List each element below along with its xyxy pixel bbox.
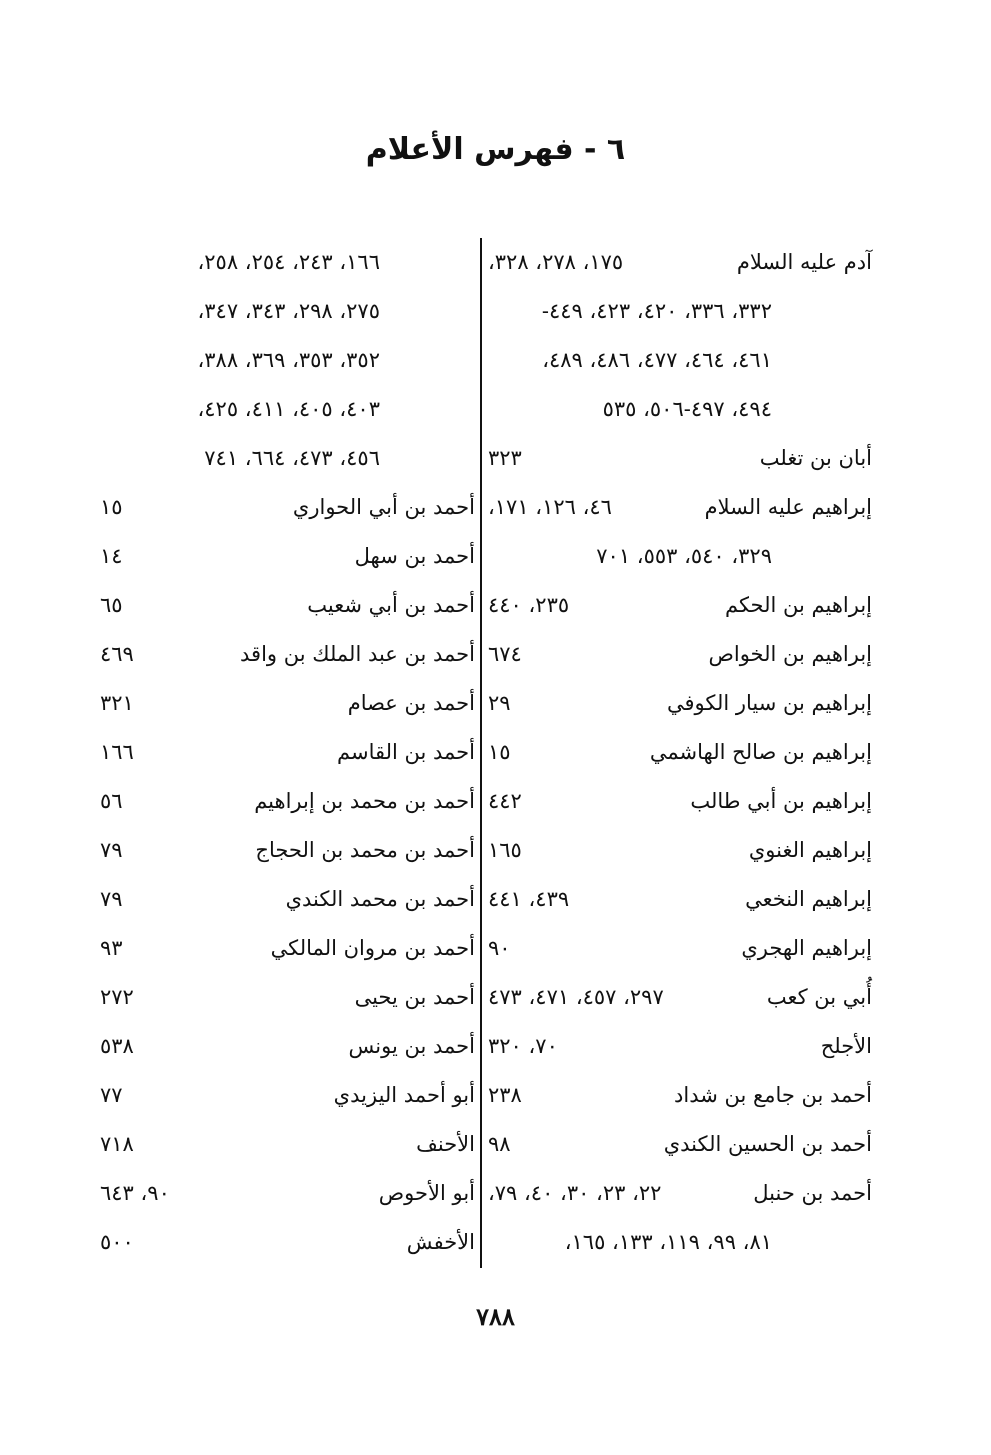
entry-pages: ٣٢٩، ٥٤٠، ٥٥٣، ٧٠١: [596, 544, 772, 568]
index-entry: [80, 777, 475, 826]
entry-name: أحمد بن محمد بن إبراهيم: [254, 789, 475, 813]
index-entry: [80, 630, 475, 679]
index-entry: [488, 581, 872, 630]
index-entry: [488, 1071, 872, 1120]
entry-name: الأحنف: [416, 1132, 475, 1156]
entry-name: إبراهيم بن الخواص: [708, 642, 872, 666]
entry-pages: ٥٦: [100, 789, 123, 813]
entry-pages: ٤٤٢: [488, 789, 522, 813]
entry-name: أحمد بن مروان المالكي: [270, 936, 475, 960]
entry-pages: ١٦٦: [100, 740, 134, 764]
index-entry: [80, 581, 475, 630]
index-entry: [80, 924, 475, 973]
entry-pages: ٩٠: [488, 936, 511, 960]
entry-name: إبراهيم عليه السلام: [704, 495, 872, 519]
entry-name: إبراهيم بن أبي طالب: [690, 789, 872, 813]
entry-name: أحمد بن عصام: [347, 691, 475, 715]
entry-name: أحمد بن أبي شعيب: [307, 593, 475, 617]
entry-name: أحمد بن يحيى: [354, 985, 475, 1009]
index-entry: [80, 1120, 475, 1169]
page-number: ٧٨٨: [476, 1302, 515, 1331]
index-entry: [488, 238, 872, 287]
entry-name: أبو الأحوص: [378, 1181, 475, 1205]
index-entry: [80, 434, 475, 483]
entry-pages: ١٥: [100, 495, 123, 519]
index-entry: [488, 826, 872, 875]
index-entry: [488, 1120, 872, 1169]
index-entry: [80, 728, 475, 777]
entry-pages: ٢٣٥، ٤٤٠: [488, 593, 570, 617]
index-entry: [488, 973, 872, 1022]
entry-pages: ٩٣: [100, 936, 123, 960]
index-entry: [80, 679, 475, 728]
index-entry: [488, 875, 872, 924]
entry-pages: ٤٥٦، ٤٧٣، ٦٦٤، ٧٤١: [204, 446, 380, 470]
entry-pages: ٣٢٣: [488, 446, 522, 470]
entry-pages: ٧٧: [100, 1083, 123, 1107]
entry-pages: ٥٠٠: [100, 1230, 134, 1254]
entry-pages: ٧٩: [100, 887, 123, 911]
entry-name: إبراهيم الهجري: [741, 936, 872, 960]
entry-pages: ٢٧٥، ٢٩٨، ٣٤٣، ٣٤٧،: [197, 299, 380, 323]
index-entry: [488, 777, 872, 826]
index-entry: [488, 336, 872, 385]
entry-name: أحمد بن محمد الكندي: [285, 887, 475, 911]
page-title: ٦ - فهرس الأعلام: [365, 132, 626, 167]
entry-pages: ١٦٥: [488, 838, 522, 862]
entry-name: أحمد بن أبي الحواري: [292, 495, 475, 519]
entry-pages: ٤٦١، ٤٦٤، ٤٧٧، ٤٨٦، ٤٨٩،: [542, 348, 772, 372]
entry-pages: ٢٧٢: [100, 985, 134, 1009]
entry-name: أبو أحمد اليزيدي: [333, 1083, 475, 1107]
entry-name: إبراهيم بن صالح الهاشمي: [649, 740, 872, 764]
index-entry: [488, 1218, 872, 1267]
column-divider: [480, 238, 482, 1268]
index-entry: [488, 924, 872, 973]
entry-name: أحمد بن حنبل: [753, 1181, 872, 1205]
entry-pages: ٥٣٨: [100, 1034, 134, 1058]
index-entry: [488, 728, 872, 777]
index-entry: [488, 1022, 872, 1071]
index-entry: [80, 1218, 475, 1267]
entry-name: أحمد بن الحسين الكندي: [663, 1132, 872, 1156]
entry-pages: ١٤: [100, 544, 123, 568]
index-entry: [80, 238, 475, 287]
entry-name: أُبي بن كعب: [766, 985, 872, 1009]
entry-name: إبراهيم النخعي: [745, 887, 872, 911]
index-entry: [80, 1071, 475, 1120]
index-entry: [488, 434, 872, 483]
index-entry: [488, 483, 872, 532]
entry-name: الأجلح: [820, 1034, 872, 1058]
entry-pages: ٢٣٨: [488, 1083, 522, 1107]
entry-pages: ٤٠٣، ٤٠٥، ٤١١، ٤٢٥،: [197, 397, 380, 421]
entry-pages: ٦٥: [100, 593, 123, 617]
entry-name: أحمد بن يونس: [348, 1034, 475, 1058]
entry-pages: ٤٦٩: [100, 642, 134, 666]
entry-name: إبراهيم بن الحكم: [724, 593, 872, 617]
entry-pages: ٧٩: [100, 838, 123, 862]
index-entry: [488, 630, 872, 679]
index-entry: [80, 287, 475, 336]
entry-pages: ٣٣٢، ٣٣٦، ٤٢٠، ٤٢٣، ٤٤٩-: [541, 299, 772, 323]
index-entry: [80, 1022, 475, 1071]
index-entry: [488, 532, 872, 581]
entry-name: أحمد بن جامع بن شداد: [674, 1083, 872, 1107]
entry-pages: ٩٨: [488, 1132, 511, 1156]
entry-pages: ٦٧٤: [488, 642, 522, 666]
entry-pages: ٣٥٢، ٣٥٣، ٣٦٩، ٣٨٨،: [197, 348, 380, 372]
entry-pages: ٧٠، ٣٢٠: [488, 1034, 558, 1058]
index-entry: [80, 1169, 475, 1218]
entry-pages: ٤٣٩، ٤٤١: [488, 887, 570, 911]
entry-name: أحمد بن عبد الملك بن واقد: [240, 642, 475, 666]
entry-pages: ١٦٦، ٢٤٣، ٢٥٤، ٢٥٨،: [197, 250, 380, 274]
index-column-right: [488, 238, 872, 1267]
index-entry: [80, 875, 475, 924]
entry-name: أحمد بن القاسم: [337, 740, 475, 764]
index-entry: [80, 532, 475, 581]
index-entry: [488, 385, 872, 434]
entry-pages: ٨١، ٩٩، ١١٩، ١٣٣، ١٦٥،: [564, 1230, 772, 1254]
entry-name: أبان بن تغلب: [759, 446, 872, 470]
entry-name: أحمد بن سهل: [354, 544, 475, 568]
entry-name: آدم عليه السلام: [736, 250, 872, 274]
index-entry: [488, 679, 872, 728]
index-entry: [488, 1169, 872, 1218]
entry-pages: ٣٢١: [100, 691, 134, 715]
index-column-left: [80, 238, 475, 1267]
entry-pages: ٤٩٤، ٤٩٧-٥٠٦، ٥٣٥: [602, 397, 772, 421]
index-entry: [80, 826, 475, 875]
entry-pages: ٩٠، ٦٤٣: [100, 1181, 170, 1205]
index-entry: [80, 336, 475, 385]
entry-pages: ٧١٨: [100, 1132, 134, 1156]
entry-name: الأخفش: [406, 1230, 475, 1254]
entry-pages: ١٥: [488, 740, 511, 764]
entry-pages: ١٧٥، ٢٧٨، ٣٢٨،: [488, 250, 624, 274]
index-entry: [80, 385, 475, 434]
entry-pages: ٢٩: [488, 691, 511, 715]
index-entry: [80, 973, 475, 1022]
index-entry: [80, 483, 475, 532]
entry-name: إبراهيم الغنوي: [748, 838, 872, 862]
entry-name: أحمد بن محمد بن الحجاج: [255, 838, 475, 862]
entry-pages: ٤٦، ١٢٦، ١٧١،: [488, 495, 612, 519]
entry-pages: ٢٢، ٢٣، ٣٠، ٤٠، ٧٩،: [488, 1181, 662, 1205]
entry-pages: ٢٩٧، ٤٥٧، ٤٧١، ٤٧٣: [488, 985, 664, 1009]
entry-name: إبراهيم بن سيار الكوفي: [666, 691, 872, 715]
index-entry: [488, 287, 872, 336]
